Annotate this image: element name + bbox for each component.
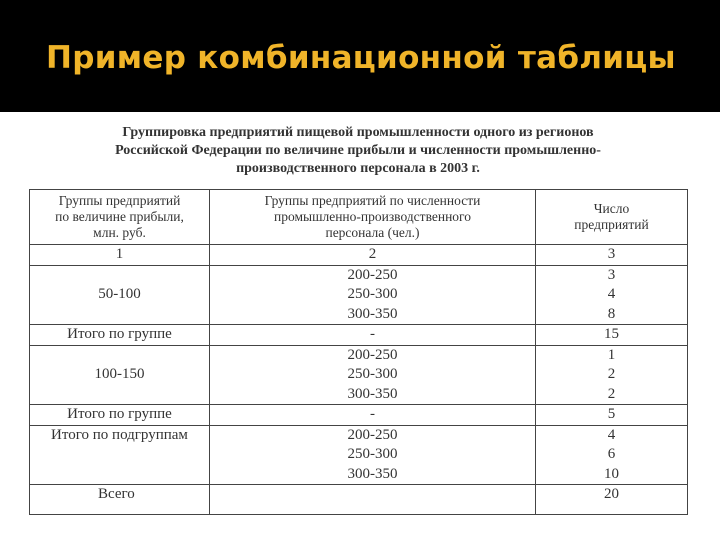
table-row [30, 265, 688, 325]
header-cell-profit-groups [30, 190, 210, 245]
count-value: 2 [607, 385, 616, 402]
caption-line: Группировка предприятий пищевой промышленности одного из регионов [122, 125, 594, 140]
staff-range: 300-350 [347, 305, 398, 322]
staff-group-cell: - [210, 325, 536, 346]
table-row [30, 425, 688, 485]
table-header-row [30, 190, 688, 245]
profit-group-cell: Итого по подгруппам [30, 425, 210, 485]
slide-title: Пример комбинационной таблицы [46, 40, 676, 76]
header-line: промышленно-производственного [273, 209, 472, 224]
staff-range: 200-250 [347, 426, 398, 443]
profit-group-cell: 100-150 [30, 345, 210, 405]
count-cell: 5 [536, 405, 688, 426]
count-value: 6 [607, 446, 616, 462]
count-cell [536, 425, 688, 485]
header-line: по величине прибыли, [55, 209, 184, 224]
count-value: 2 [607, 366, 616, 382]
header-line: предприятий [574, 217, 649, 232]
header-line: млн. руб. [93, 225, 146, 240]
header-line: Число [593, 201, 630, 216]
staff-range: 250-300 [347, 446, 398, 462]
staff-group-cell [210, 345, 536, 405]
column-number: 1 [30, 245, 210, 266]
profit-group-cell: 50-100 [30, 265, 210, 325]
column-number-row [30, 245, 688, 266]
count-cell [536, 345, 688, 405]
count-value: 8 [607, 305, 616, 322]
staff-group-cell [210, 485, 536, 515]
staff-group-cell [210, 265, 536, 325]
staff-range: 300-350 [347, 465, 398, 482]
profit-group-cell: Итого по группе [30, 325, 210, 346]
count-value: 1 [607, 346, 616, 363]
staff-group-cell: - [210, 405, 536, 426]
table-row [30, 345, 688, 405]
combination-table [29, 189, 688, 515]
header-line: Группы предприятий по численности [264, 193, 481, 208]
header-line: Группы предприятий [58, 193, 181, 208]
caption-line: Российской Федерации по величине прибыли и численности промышленно- [115, 143, 601, 158]
count-cell: 15 [536, 325, 688, 346]
count-value: 10 [604, 465, 619, 482]
profit-group-cell: Всего [30, 485, 210, 515]
staff-group-cell [210, 425, 536, 485]
count-value: 4 [607, 426, 616, 443]
count-cell: 20 [536, 485, 688, 515]
staff-range: 200-250 [347, 346, 398, 363]
header-line: персонала (чел.) [325, 225, 420, 240]
column-number: 2 [210, 245, 536, 266]
table-row [30, 325, 688, 346]
staff-range: 250-300 [347, 286, 398, 302]
column-number: 3 [536, 245, 688, 266]
slide-content [0, 112, 720, 540]
caption-line: производственного персонала в 2003 г. [236, 161, 480, 176]
staff-range: 250-300 [347, 366, 398, 382]
table-row [30, 485, 688, 515]
header-cell-count [536, 190, 688, 245]
header-cell-staff-groups [210, 190, 536, 245]
table-caption [30, 124, 686, 178]
profit-group-cell: Итого по группе [30, 405, 210, 426]
staff-range: 300-350 [347, 385, 398, 402]
count-value: 4 [607, 286, 616, 302]
staff-range: 200-250 [347, 266, 398, 283]
title-bar [0, 0, 720, 112]
table-row [30, 405, 688, 426]
count-value: 3 [607, 266, 616, 283]
count-cell [536, 265, 688, 325]
